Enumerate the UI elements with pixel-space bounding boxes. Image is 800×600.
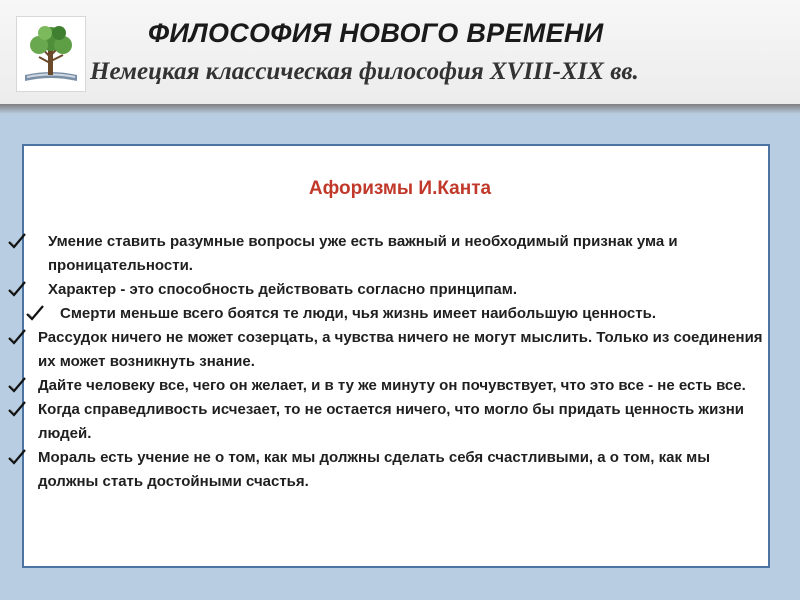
list-item-text: Умение ставить разумные вопросы уже есть важный и необходимый признак ума и проницательности.	[48, 233, 678, 274]
tree-book-logo-icon	[16, 16, 86, 92]
checkmark-icon	[6, 326, 28, 348]
list-item-text: Когда справедливость исчезает, то не остается ничего, что могло бы придать ценность жизни людей.	[38, 401, 745, 442]
list-item	[4, 302, 769, 326]
header-divider	[0, 104, 800, 114]
list-item	[4, 278, 769, 302]
list-item-text: Рассудок ничего не может созерцать, а чувства ничего не могут мыслить. Только из соединения их может возникнуть знание.	[38, 329, 763, 370]
header-bar	[0, 0, 800, 104]
checkmark-icon	[6, 374, 28, 396]
page-title: ФИЛОСОФИЯ НОВОГО ВРЕМЕНИ	[148, 18, 604, 48]
list-item	[4, 374, 769, 398]
list-item	[4, 398, 769, 446]
list-item	[4, 230, 769, 278]
checkmark-icon	[6, 398, 28, 420]
checkmark-icon	[6, 446, 28, 468]
card-title: Афоризмы И.Канта	[308, 178, 492, 199]
checkmark-icon	[6, 230, 28, 252]
list-item-text: Смерти меньше всего боятся те люди, чья жизнь имеет наибольшую ценность.	[60, 305, 656, 322]
checkmark-icon	[6, 278, 28, 300]
checkmark-icon	[24, 302, 46, 324]
list-item-text: Характер - это способность действовать согласно принципам.	[48, 281, 517, 298]
list-item-text: Мораль есть учение не о том, как мы должны сделать себя счастливыми, а о том, как мы должны стать достойными счастья.	[38, 449, 711, 490]
aphorism-list	[4, 230, 769, 494]
list-item-text: Дайте человеку все, чего он желает, и в ту же минуту он почувствует, что это все - не есть все.	[38, 377, 746, 394]
list-item	[4, 326, 769, 374]
page-subtitle: Немецкая классическая философия XVIII-XIX вв.	[90, 58, 639, 85]
list-item	[4, 446, 769, 494]
